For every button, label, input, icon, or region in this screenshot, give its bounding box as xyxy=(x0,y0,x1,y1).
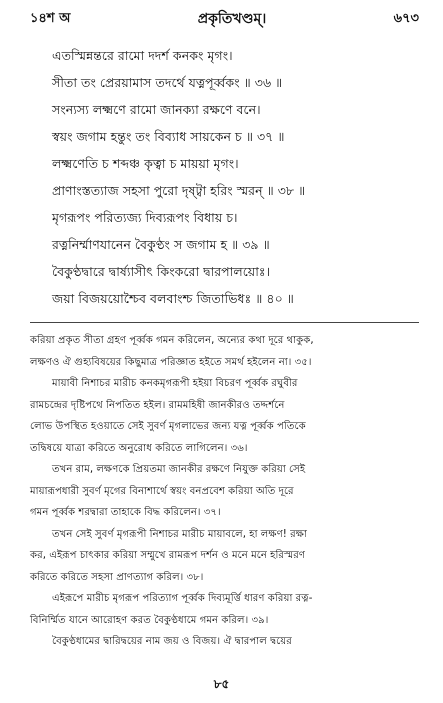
verse-line: রত্ননির্ম্মাণযানেন বৈকুণ্ঠং স জগাম হ ॥ ৩৯ ॥ xyxy=(52,237,270,252)
chapter-label: ১৪শ অ xyxy=(30,10,71,26)
commentary-line: করিয়া প্রকৃত সীতা গ্রহণ পূর্ব্বক গমন করিলেন, অন্যের কথা দূরে থাকুক, xyxy=(30,335,314,346)
commentary-line: এইরূপে মারীচ মৃগরূপ পরিত্যাগ পূর্ব্বক দিব্যমূর্ত্তি ধারণ করিয়া রত্ন- xyxy=(52,593,313,604)
bengali-commentary xyxy=(30,330,427,653)
divider-rule xyxy=(30,322,419,323)
commentary-line: তদ্বিষয়ে যাত্রা করিতে অনুরোধ করিতে লাগিলেন। ৩৬। xyxy=(30,442,248,454)
commentary-line: করিতে করিতে সহসা প্রাণত্যাগ করিল। ৩৮। xyxy=(30,571,204,583)
commentary-line: বৈকুণ্ঠধামের দ্বারিদ্বয়ের নাম জয় ও বিজয়। ঐ দ্বারপাল দ্বয়ের xyxy=(52,636,292,647)
sanskrit-verses xyxy=(52,42,431,312)
page-number-top: ৬৭৩ xyxy=(393,10,419,26)
commentary-line: তখন সেই সুবর্ণ মৃগরূপী নিশাচর মারীচ মায়াবলে, হা লক্ষণ! রক্ষা xyxy=(52,528,307,540)
verse-line: জয়া বিজয়য়োশ্চৈব বলবাংশ্চ জিতাভিধঃ ॥ ৪০ ॥ xyxy=(52,291,294,306)
commentary-line: মায়াবী নিশাচর মারীচ কনকমৃগরূপী হইয়া বিচরণ পূর্ব্বক রঘুবীর xyxy=(52,378,298,389)
verse-line: মৃগরূপং পরিত্যজ্য দিব্যরূপং বিধায় চ। xyxy=(52,210,238,225)
commentary-line: লক্ষণও ঐ গুহ্যবিষয়ের কিছুমাত্র পরিজ্ঞাত হইতে সমর্থ হইলেন না। ৩৫। xyxy=(30,356,312,368)
commentary-line: তখন রাম, লক্ষণকে প্রিয়তমা জানকীর রক্ষণে নিযুক্ত করিয়া সেই xyxy=(52,464,306,475)
running-title: প্রকৃতিখণ্ডম্। xyxy=(197,11,267,27)
verse-line: স্বয়ং জগাম হন্তুং তং বিব্যাধ সায়কেন চ ॥ ৩৭ ॥ xyxy=(52,129,285,144)
commentary-line: বিনির্ম্মিত যানে আরোহণ করত বৈকুণ্ঠধামে গমন করিল। ৩৯। xyxy=(30,614,269,626)
commentary-line: মায়ারূপধারী সুবর্ণ মৃগের বিনাশার্থে স্বয়ং বনপ্রবেশ করিয়া অতি দূরে xyxy=(30,485,294,497)
commentary-line: গমন পূর্ব্বক শরদ্বারা তাহাকে বিদ্ধ করিলেন। ৩৭। xyxy=(30,507,221,518)
verse-line: সংন্যস্য লক্ষ্মণে রামো জানক্যা রক্ষণে বনে। xyxy=(52,102,261,117)
verse-line: বৈকুণ্ঠদ্বারে দ্বার্ষ্যাসীৎ কিংকরো দ্বারপালয়োঃ। xyxy=(52,264,271,279)
page-header xyxy=(30,6,419,32)
page-footer xyxy=(0,676,443,696)
commentary-line: রামচন্দ্রের দৃষ্টিপথে নিপতিত হইল। রামমহিষী জানকীরও তদ্দর্শনে xyxy=(30,399,285,411)
verse-line: এতস্মিন্নন্তরে রামো দদর্শ কনকং মৃগং। xyxy=(52,48,233,63)
verse-line: সীতা তং প্রেরয়ামাস তদর্থে যত্নপূর্ব্বকং ॥ ৩৬ ॥ xyxy=(52,75,283,90)
verse-line: লক্ষ্মণেতি চ শব্দঞ্চ কৃত্বা চ মায়য়া মৃগং। xyxy=(52,156,239,171)
commentary-line: কর, এইরূপ চাৎকার করিয়া সম্মুখে রামরূপ দর্শন ও মনে মনে হরিস্মরণ xyxy=(30,550,306,561)
verse-line: প্রাণাংস্তত্যাজ সহসা পুরো দৃষ্ট্বা হরিং স্মরন্ ॥ ৩৮ ॥ xyxy=(52,183,306,198)
page-number-bottom: ৮৫ xyxy=(213,677,230,691)
commentary-line: লোভ উপস্থিত হওয়াতে সেই সুবর্ণ মৃগলাভের জন্য যত্ন পূর্ব্বক পতিকে xyxy=(30,421,306,432)
